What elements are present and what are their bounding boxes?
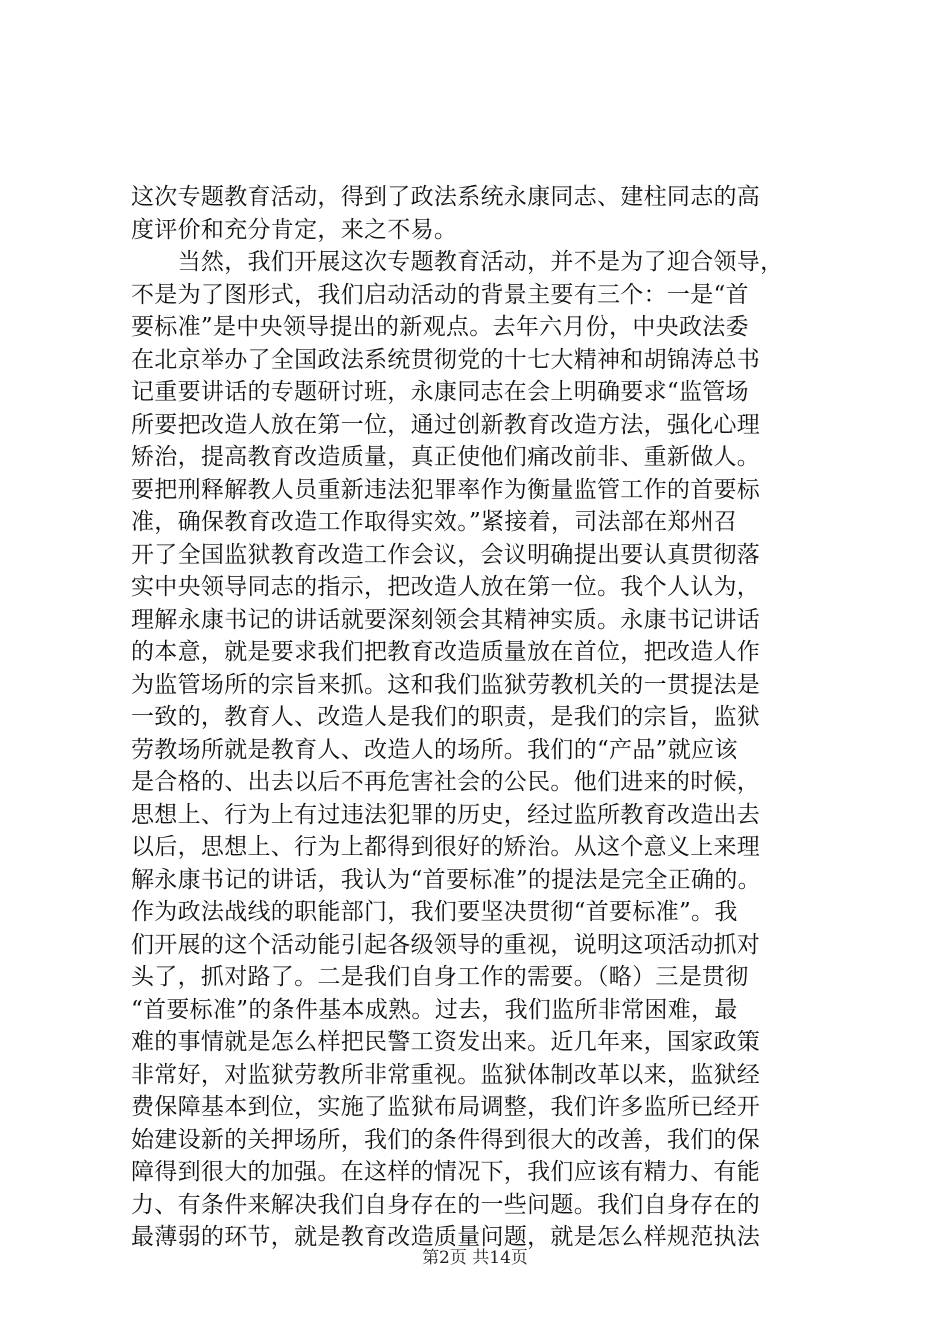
text-line: 是合格的、出去以后不再危害社会的公民。他们进来的时候， xyxy=(131,769,761,795)
document-body xyxy=(131,181,831,1254)
text-line: 实中央领导同志的指示，把改造人放在第一位。我个人认为， xyxy=(131,574,761,600)
text-line: 要把刑释解教人员重新违法犯罪率作为衡量监管工作的首要标 xyxy=(131,476,761,503)
text-line: 以后，思想上、行为上都得到很好的矫治。从这个意义上来理 xyxy=(131,834,761,860)
text-line: 一致的，教育人、改造人是我们的职责，是我们的宗旨，监狱 xyxy=(131,704,761,730)
text-line: 矫治，提高教育改造质量，真正使他们痛改前非、重新做人。 xyxy=(131,444,761,470)
text-line: “首要标准”的条件基本成熟。过去，我们监所非常困难，最 xyxy=(131,996,738,1023)
text-line: 劳教场所就是教育人、改造人的场所。我们的“产品”就应该 xyxy=(131,736,738,763)
text-line: 的本意，就是要求我们把教育改造质量放在首位，把改造人作 xyxy=(131,639,761,665)
page-number-footer: 第2页 共14页 xyxy=(422,1248,528,1268)
text-line: 要标准”是中央领导提出的新观点。去年六月份，中央政法委 xyxy=(131,314,749,340)
text-line: 不是为了图形式，我们启动活动的背景主要有三个：一是“首 xyxy=(131,281,749,308)
text-line: 力、有条件来解决我们自身存在的一些问题。我们自身存在的 xyxy=(131,1191,761,1218)
text-line: 准，确保教育改造工作取得实效。”紧接着，司法部在郑州召 xyxy=(131,509,738,535)
text-line: 难的事情就是怎么样把民警工资发出来。近几年来，国家政策 xyxy=(131,1029,761,1055)
text-line: 在北京举办了全国政法系统贯彻党的十七大精神和胡锦涛总书 xyxy=(131,346,761,373)
text-line: 最薄弱的环节，就是教育改造质量问题，就是怎么样规范执法 xyxy=(131,1224,761,1250)
text-line: 们开展的这个活动能引起各级领导的重视，说明这项活动抓对 xyxy=(131,931,761,958)
text-line: 非常好，对监狱劳教所非常重视。监狱体制改革以来，监狱经 xyxy=(131,1061,761,1088)
text-line: 解永康书记的讲话，我认为“首要标准”的提法是完全正确的。 xyxy=(131,866,761,893)
text-line: 记重要讲话的专题研讨班，永康同志在会上明确要求“监管场 xyxy=(131,379,749,405)
text-line: 费保障基本到位，实施了监狱布局调整，我们许多监所已经开 xyxy=(131,1094,761,1120)
text-line: 思想上、行为上有过违法犯罪的历史，经过监所教育改造出去 xyxy=(131,801,761,828)
text-line: 当然，我们开展这次专题教育活动，并不是为了迎合领导， xyxy=(131,249,784,275)
text-line: 这次专题教育活动，得到了政法系统永康同志、建柱同志的高 xyxy=(131,184,761,210)
text-line: 所要把改造人放在第一位，通过创新教育改造方法，强化心理 xyxy=(131,411,761,438)
text-line: 作为政法战线的职能部门，我们要坚决贯彻“首要标准”。我 xyxy=(131,899,738,925)
text-line: 度评价和充分肯定，来之不易。 xyxy=(131,216,458,243)
text-line: 开了全国监狱教育改造工作会议，会议明确提出要认真贯彻落 xyxy=(131,541,761,568)
text-line: 始建设新的关押场所，我们的条件得到很大的改善，我们的保 xyxy=(131,1126,761,1153)
text-line: 障得到很大的加强。在这样的情况下，我们应该有精力、有能 xyxy=(131,1159,761,1185)
text-line: 头了，抓对路了。二是我们自身工作的需要。（略）三是贯彻 xyxy=(131,964,749,990)
text-line: 理解永康书记的讲话就要深刻领会其精神实质。永康书记讲话 xyxy=(131,606,761,633)
text-line: 为监管场所的宗旨来抓。这和我们监狱劳教机关的一贯提法是 xyxy=(131,671,761,698)
